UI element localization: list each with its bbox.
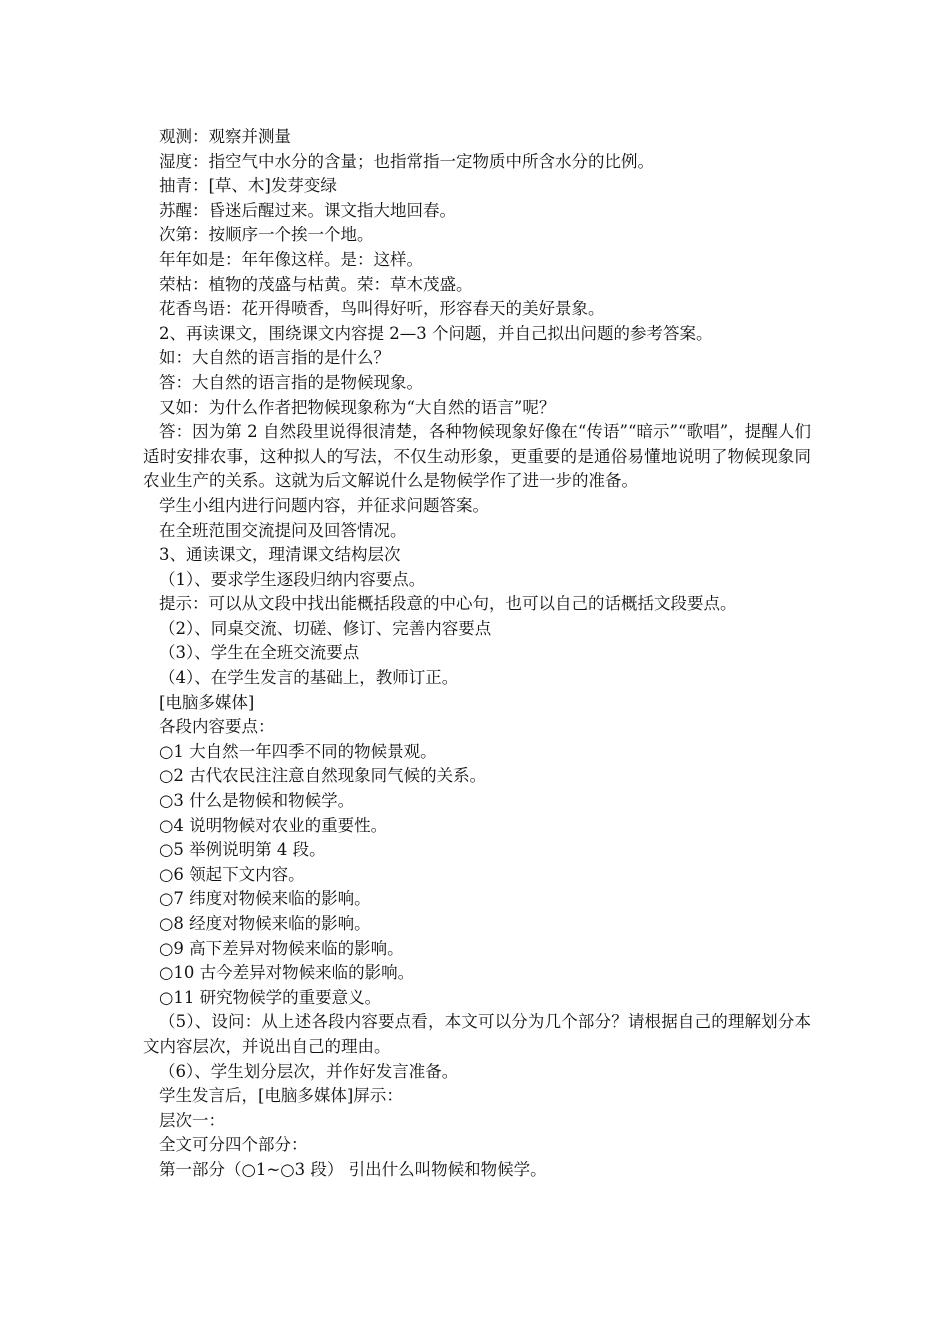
text-line: 在全班范围交流提问及回答情况。 — [159, 520, 407, 540]
text-line: 次第：按顺序一个挨一个地。 — [159, 225, 374, 245]
list-item: ○11 研究物候学的重要意义。 — [159, 987, 382, 1007]
text-line: （2）、同桌交流、切磋、修订、完善内容要点 — [159, 618, 492, 638]
list-item: ○2 古代农民注注意自然现象同气候的关系。 — [159, 766, 487, 786]
text-line: [电脑多媒体] — [159, 692, 255, 712]
document-body — [143, 125, 811, 1183]
text-line: 湿度：指空气中水分的含量；也指常指一定物质中所含水分的比例。 — [159, 151, 654, 171]
list-item: ○5 举例说明第 4 段。 — [159, 840, 326, 860]
text-line: 年年如是：年年像这样。是：这样。 — [159, 249, 423, 269]
text-line: 学生小组内进行问题内容，并征求问题答案。 — [159, 495, 489, 515]
text-line: （6）、学生划分层次，并作好发言准备。 — [159, 1061, 459, 1081]
list-item: ○10 古今差异对物候来临的影响。 — [159, 963, 415, 983]
list-item: ○8 经度对物候来临的影响。 — [159, 914, 371, 933]
text-line: （4）、在学生发言的基础上，教师订正。 — [159, 668, 459, 688]
text-line: 各段内容要点： — [159, 717, 275, 737]
list-item: ○3 什么是物候和物候学。 — [159, 791, 355, 811]
text-line: 花香鸟语：花开得喷香，鸟叫得好听，形容春天的美好景象。 — [159, 299, 605, 319]
answer-paragraph: 答：因为第 2 自然段里说得很清楚，各种物候现象好像在“传语”“暗示”“歌唱”，提醒人们适时安排农事，这种拟人的写法，不仅生动形象，更重要的是通俗易懂地说明了物候现象同农业生产的关系。这就为后文解说什么是物候学作了进一步的准备。 — [143, 422, 811, 491]
text-line: 观测：观察并测量 — [159, 127, 291, 146]
text-line: 答：大自然的语言指的是物候现象。 — [159, 372, 423, 392]
text-line: 苏醒：昏迷后醒过来。课文指大地回春。 — [159, 200, 456, 220]
text-line: 提示：可以从文段中找出能概括段意的中心句，也可以自己的话概括文段要点。 — [159, 594, 737, 614]
text-line: 又如：为什么作者把物候现象称为“大自然的语言”呢？ — [159, 397, 556, 417]
text-line: （3）、学生在全班交流要点 — [159, 643, 360, 663]
text-line: 荣枯：植物的茂盛与枯黄。荣：草木茂盛。 — [159, 274, 473, 294]
text-line: 第一部分（○1~○3 段） 引出什么叫物候和物候学。 — [159, 1159, 547, 1179]
text-line: 学生发言后，[电脑多媒体]屏示： — [159, 1086, 403, 1106]
text-line: 层次一： — [159, 1110, 225, 1130]
text-line: 全文可分四个部分： — [159, 1135, 308, 1155]
list-item: ○7 纬度对物候来临的影响。 — [159, 889, 371, 909]
text-line: 如：大自然的语言指的是什么？ — [159, 348, 390, 368]
list-item: ○1 大自然一年四季不同的物候景观。 — [159, 741, 437, 761]
list-item: ○6 领起下文内容。 — [159, 864, 305, 884]
text-line: 3、通读课文，理清课文结构层次 — [159, 545, 401, 565]
list-item: ○9 高下差异对物候来临的影响。 — [159, 938, 404, 958]
text-line: （1）、要求学生逐段归纳内容要点。 — [159, 569, 426, 589]
text-line: 抽青：[草、木]发芽变绿 — [159, 176, 337, 196]
list-item: ○4 说明物候对农业的重要性。 — [159, 815, 388, 835]
text-line: 2、再读课文，围绕课文内容提 2—3 个问题，并自己拟出问题的参考答案。 — [159, 323, 713, 343]
question-paragraph: （5）、设问：从上述各段内容要点看，本文可以分为几个部分？请根据自己的理解划分本文内容层次，并说出自己的理由。 — [143, 1012, 811, 1056]
